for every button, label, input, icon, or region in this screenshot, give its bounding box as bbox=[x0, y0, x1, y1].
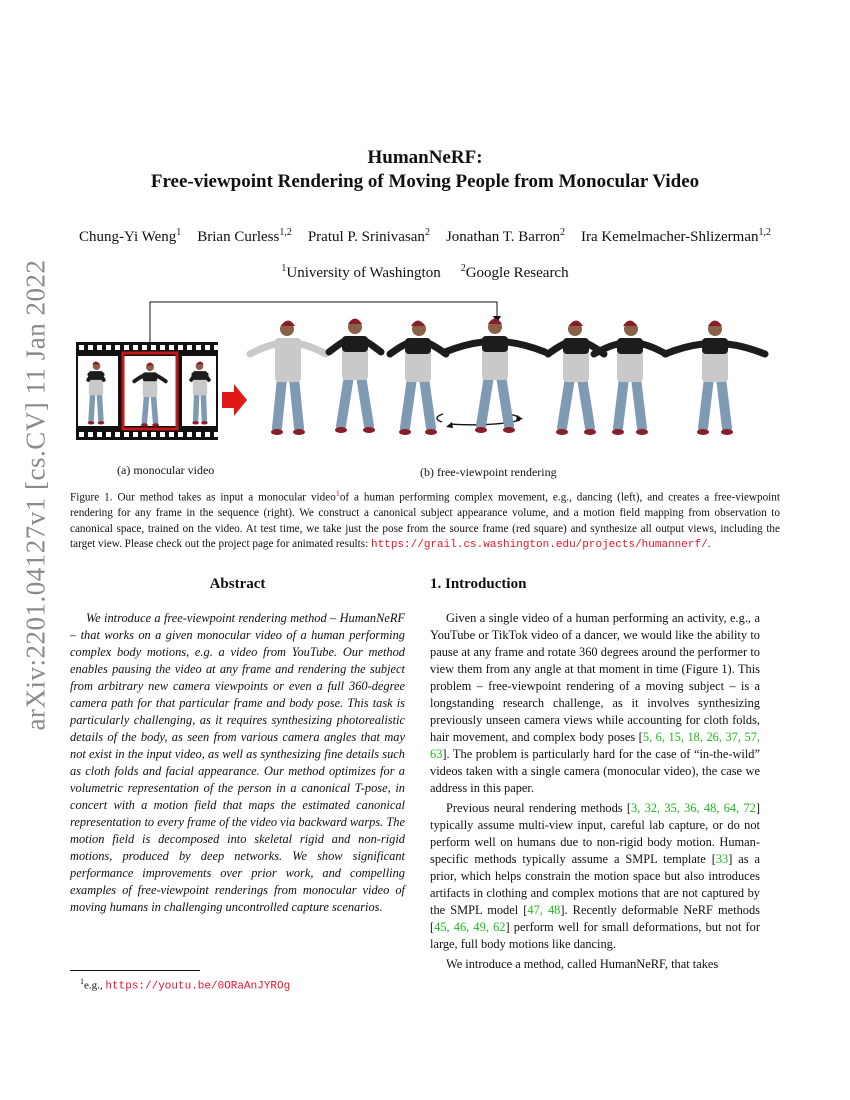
affiliation-mark: 1 bbox=[281, 263, 287, 274]
dancer-figure bbox=[445, 319, 545, 434]
leg-left bbox=[562, 378, 570, 428]
cap bbox=[281, 321, 295, 327]
shoe-left bbox=[612, 429, 624, 435]
torso-yoke bbox=[405, 338, 431, 354]
sprocket-hole bbox=[205, 432, 210, 437]
affiliation-name: University of Washington bbox=[286, 265, 441, 281]
sprocket-hole bbox=[79, 432, 84, 437]
author-1 bbox=[79, 229, 181, 245]
author-name: Brian Curless bbox=[197, 229, 280, 245]
sprocket-hole bbox=[97, 432, 102, 437]
intro-p2-text-d: ]. Recently deformable NeRF methods [ bbox=[430, 903, 760, 934]
torso-yoke bbox=[143, 372, 158, 381]
shoe-right bbox=[98, 421, 105, 424]
arm-left bbox=[250, 344, 276, 354]
subcaption-b: (b) free-viewpoint rendering bbox=[420, 465, 557, 479]
author-list bbox=[0, 227, 850, 246]
leg-left bbox=[91, 393, 93, 421]
sprocket-hole bbox=[160, 432, 165, 437]
intro-paragraph-2 bbox=[430, 800, 760, 953]
arm-left bbox=[665, 344, 703, 354]
arxiv-identifier: arXiv:2201.04127v1 [cs.CV] 11 Jan 2022 bbox=[20, 259, 51, 731]
sprocket-hole bbox=[124, 345, 129, 350]
cap bbox=[348, 319, 362, 325]
sprocket-hole bbox=[151, 345, 156, 350]
author-name: Ira Kemelmacher-Shlizerman bbox=[580, 229, 759, 245]
introduction-heading: 1. Introduction bbox=[430, 576, 527, 592]
sprocket-hole bbox=[178, 432, 183, 437]
cap bbox=[488, 319, 502, 325]
footnote-mark: 1 bbox=[80, 977, 84, 986]
intro-paragraph-3: We introduce a method, called HumanNeRF, that takes bbox=[446, 957, 719, 971]
intro-p2-text-c: ] as a prior, which helps constrain the motion space but also introduces artifacts in clothing and complex motions that are not captured by the SMPL model [ bbox=[430, 852, 760, 917]
footnote-prefix: e.g., bbox=[84, 979, 106, 992]
sprocket-hole bbox=[214, 345, 219, 350]
arm-right bbox=[300, 344, 326, 354]
abstract-heading: Abstract bbox=[209, 576, 266, 592]
title-line-1: HumanNeRF: bbox=[367, 147, 483, 168]
rotation-arc-left bbox=[437, 414, 443, 422]
author-4 bbox=[446, 229, 565, 245]
caption-prefix: Figure 1. Our method takes as input a monocular video bbox=[70, 491, 336, 504]
footnote bbox=[80, 977, 290, 993]
caption-footnote-mark: 1 bbox=[335, 489, 340, 498]
sprocket-hole bbox=[169, 345, 174, 350]
sprocket-hole bbox=[160, 345, 165, 350]
sprocket-hole bbox=[142, 432, 147, 437]
sprocket-hole bbox=[115, 432, 120, 437]
arm-right bbox=[102, 374, 104, 380]
footnote-link[interactable]: https://youtu.be/0ORaAnJYROg bbox=[105, 980, 291, 993]
leg-right bbox=[636, 378, 642, 428]
title-line-2: Free-viewpoint Rendering of Moving People from Monocular Video bbox=[150, 171, 700, 192]
dancer-figure bbox=[329, 319, 381, 434]
cap bbox=[708, 321, 722, 327]
figure-illustration bbox=[70, 296, 790, 456]
sprocket-hole bbox=[88, 432, 93, 437]
shoe-left bbox=[399, 429, 411, 435]
arm-left bbox=[548, 344, 564, 354]
dancer-figure bbox=[594, 321, 666, 436]
leg-left bbox=[277, 378, 282, 428]
intro-paragraph-1 bbox=[430, 610, 760, 797]
author-3 bbox=[308, 229, 430, 245]
leg-right bbox=[203, 393, 204, 421]
arm-right bbox=[727, 344, 765, 354]
sprocket-hole bbox=[187, 432, 192, 437]
dancer-figure bbox=[665, 321, 765, 436]
sprocket-hole bbox=[196, 345, 201, 350]
shoe-left bbox=[192, 421, 199, 424]
shoe-right bbox=[584, 429, 596, 435]
leg-left bbox=[144, 395, 146, 423]
sprocket-hole bbox=[79, 345, 84, 350]
arm-right bbox=[507, 342, 545, 352]
shoe-left bbox=[88, 421, 95, 424]
leg-left bbox=[618, 378, 624, 428]
shoe-left bbox=[335, 427, 347, 433]
intro-p2-text-b: ] typically assume multi-view input, careful lab capture, or do not perform well on humans due to non-rigid body motion. Human-specific methods typically assume a SMPL template [ bbox=[430, 801, 760, 866]
torso-yoke bbox=[617, 338, 643, 354]
leg-left bbox=[703, 378, 709, 428]
shoe-right bbox=[425, 429, 437, 435]
sprocket-hole bbox=[151, 432, 156, 437]
intro-p2-citations-3[interactable]: 47, 48 bbox=[527, 903, 561, 917]
shoe-left bbox=[697, 429, 709, 435]
intro-p1-text-a: Given a single video of a human performing an activity, e.g., a YouTube or TikTok video of a dancer, we would like the ability to pause at any frame and rotate 360 degrees around the performer to view them from any angle at that moment in time (Figure 1). This problem – free-viewpoint rendering of a moving subject – is a longstanding research challenge, as it involves synthesizing previously unseen camera views while accounting for cloth folds, hair movement, and complex body poses [ bbox=[430, 611, 760, 744]
intro-p2-text-a: Previous neural rendering methods [ bbox=[446, 801, 632, 815]
sprocket-hole bbox=[178, 345, 183, 350]
sprocket-hole bbox=[214, 432, 219, 437]
author-name: Jonathan T. Barron bbox=[445, 229, 560, 245]
shoe-left bbox=[556, 429, 568, 435]
author-5 bbox=[581, 229, 771, 245]
arm-left bbox=[390, 344, 406, 354]
caption-end: . bbox=[707, 537, 711, 550]
leg-left bbox=[405, 378, 412, 428]
leg-right bbox=[294, 378, 299, 428]
introduction-body bbox=[430, 610, 760, 973]
author-name: Pratul P. Srinivasan bbox=[307, 229, 425, 245]
leg-left bbox=[481, 376, 489, 426]
shoe-right bbox=[721, 429, 733, 435]
cap bbox=[569, 321, 583, 327]
abstract-body bbox=[70, 610, 405, 916]
caption-body: of a human performing complex movement, e.g., dancing (left), and creates a free-viewpoint rendering for any frame in the sequence (right). We construct a canonical subject appearance volume, and a motion field mapping from observation to canonical space, trained on the video. At test time, we take just the pose from the source frame (red square) and synthesize all output views, including the target view. Please check out the project page for animated results: bbox=[70, 491, 780, 550]
sprocket-hole bbox=[88, 345, 93, 350]
author-name: Chung-Yi Weng bbox=[79, 229, 177, 245]
leg-right bbox=[721, 378, 727, 428]
sprocket-hole bbox=[115, 345, 120, 350]
leg-right bbox=[99, 393, 101, 421]
arm-left bbox=[329, 342, 343, 352]
bracket-line bbox=[150, 302, 497, 344]
sprocket-hole bbox=[133, 432, 138, 437]
torso-yoke bbox=[563, 338, 589, 354]
torso-yoke bbox=[482, 336, 508, 352]
affiliation-1 bbox=[281, 265, 440, 281]
shoe-left bbox=[141, 423, 148, 426]
intro-p1-citations[interactable]: 5, 6, 15, 18, 26, 37, 57, 63 bbox=[430, 730, 760, 761]
leg-left bbox=[196, 393, 197, 421]
torso-yoke bbox=[702, 338, 728, 354]
abstract-text: We introduce a free-viewpoint rendering method – HumanNeRF – that works on a given monocular video of a human performing complex body motions, e.g. a video from YouTube. Our method enables pausing the video at any frame and rendering the subject from arbitrary new camera viewpoints or even a full 360-degree camera path for that particular frame and body pose. This task is particularly challenging, as it requires synthesizing photorealistic details of the body, as seen from various camera angles that may not exist in the input video, as well as synthesizing fine details such as cloth folds and facial appearance. Our method optimizes for a volumetric representation of the person in a canonical T-pose, in concert with a motion field that maps the estimated canonical representation to every frame of the video via backward warps. The motion field is decomposed into skeletal rigid and non-rigid motions, produced by deep networks. We show significant performance improvements over prior work, and compelling examples of free-viewpoint renderings from monocular video of moving humans in challenging uncontrolled capture scenarios. bbox=[70, 611, 405, 914]
sprocket-hole bbox=[106, 432, 111, 437]
dancer-figure bbox=[250, 321, 326, 436]
cap bbox=[623, 321, 637, 327]
rotation-arrowhead-left bbox=[446, 422, 453, 428]
paper-title bbox=[0, 146, 850, 194]
red-arrow bbox=[222, 384, 247, 416]
author-affiliation-mark: 1 bbox=[176, 227, 182, 238]
affiliation-name: Google Research bbox=[465, 265, 569, 281]
arm-left bbox=[88, 374, 90, 380]
leg-right bbox=[501, 376, 509, 426]
affiliation-2 bbox=[461, 265, 569, 281]
shoe-left bbox=[475, 427, 487, 433]
author-affiliation-mark: 1,2 bbox=[758, 227, 771, 238]
author-affiliation-mark: 1,2 bbox=[279, 227, 292, 238]
shoe-right bbox=[293, 429, 305, 435]
figure-1 bbox=[70, 296, 790, 456]
shoe-right bbox=[503, 427, 515, 433]
arm-right bbox=[367, 342, 381, 352]
sprocket-hole bbox=[106, 345, 111, 350]
leg-right bbox=[361, 376, 369, 426]
leg-right bbox=[424, 378, 431, 428]
sprocket-hole bbox=[97, 345, 102, 350]
shoe-right bbox=[201, 421, 208, 424]
cap bbox=[411, 321, 425, 327]
figure-caption bbox=[70, 486, 780, 553]
sprocket-hole bbox=[205, 345, 210, 350]
leg-right bbox=[582, 378, 590, 428]
arm-left bbox=[445, 342, 483, 352]
sprocket-hole bbox=[133, 345, 138, 350]
intro-p2-text-e: ] perform well for small deformations, but not for large, full body motions like dancing. bbox=[430, 920, 761, 951]
intro-p2-citations-2[interactable]: 33 bbox=[715, 852, 729, 866]
affiliation-list bbox=[0, 263, 850, 282]
author-affiliation-mark: 2 bbox=[424, 227, 430, 238]
dancer-figure bbox=[548, 321, 604, 436]
intro-p2-citations-1[interactable]: 3, 32, 35, 36, 48, 64, 72 bbox=[631, 801, 756, 815]
intro-p2-citations-4[interactable]: 45, 46, 49, 62 bbox=[434, 920, 506, 934]
author-2 bbox=[197, 229, 292, 245]
sprocket-hole bbox=[169, 432, 174, 437]
arxiv-side-stamp bbox=[10, 259, 62, 731]
sprocket-hole bbox=[142, 345, 147, 350]
sprocket-hole bbox=[196, 432, 201, 437]
shoe-right bbox=[636, 429, 648, 435]
intro-p1-text-b: ]. The problem is particularly hard for the case of “in-the-wild” videos taken with a single camera (monocular video), the case we address in this paper. bbox=[430, 747, 760, 795]
torso-yoke bbox=[342, 336, 368, 352]
leg-right bbox=[153, 395, 155, 423]
author-affiliation-mark: 2 bbox=[559, 227, 565, 238]
leg-left bbox=[341, 376, 349, 426]
shoe-right bbox=[152, 423, 159, 426]
subcaption-a: (a) monocular video bbox=[117, 463, 215, 477]
shoe-left bbox=[271, 429, 283, 435]
project-page-link[interactable]: https://grail.cs.washington.edu/projects/humannerf/ bbox=[371, 538, 708, 551]
sprocket-hole bbox=[124, 432, 129, 437]
footnote-rule bbox=[70, 970, 200, 971]
sprocket-hole bbox=[187, 345, 192, 350]
affiliation-mark: 2 bbox=[460, 263, 466, 274]
torso-yoke bbox=[275, 338, 301, 354]
shoe-right bbox=[363, 427, 375, 433]
